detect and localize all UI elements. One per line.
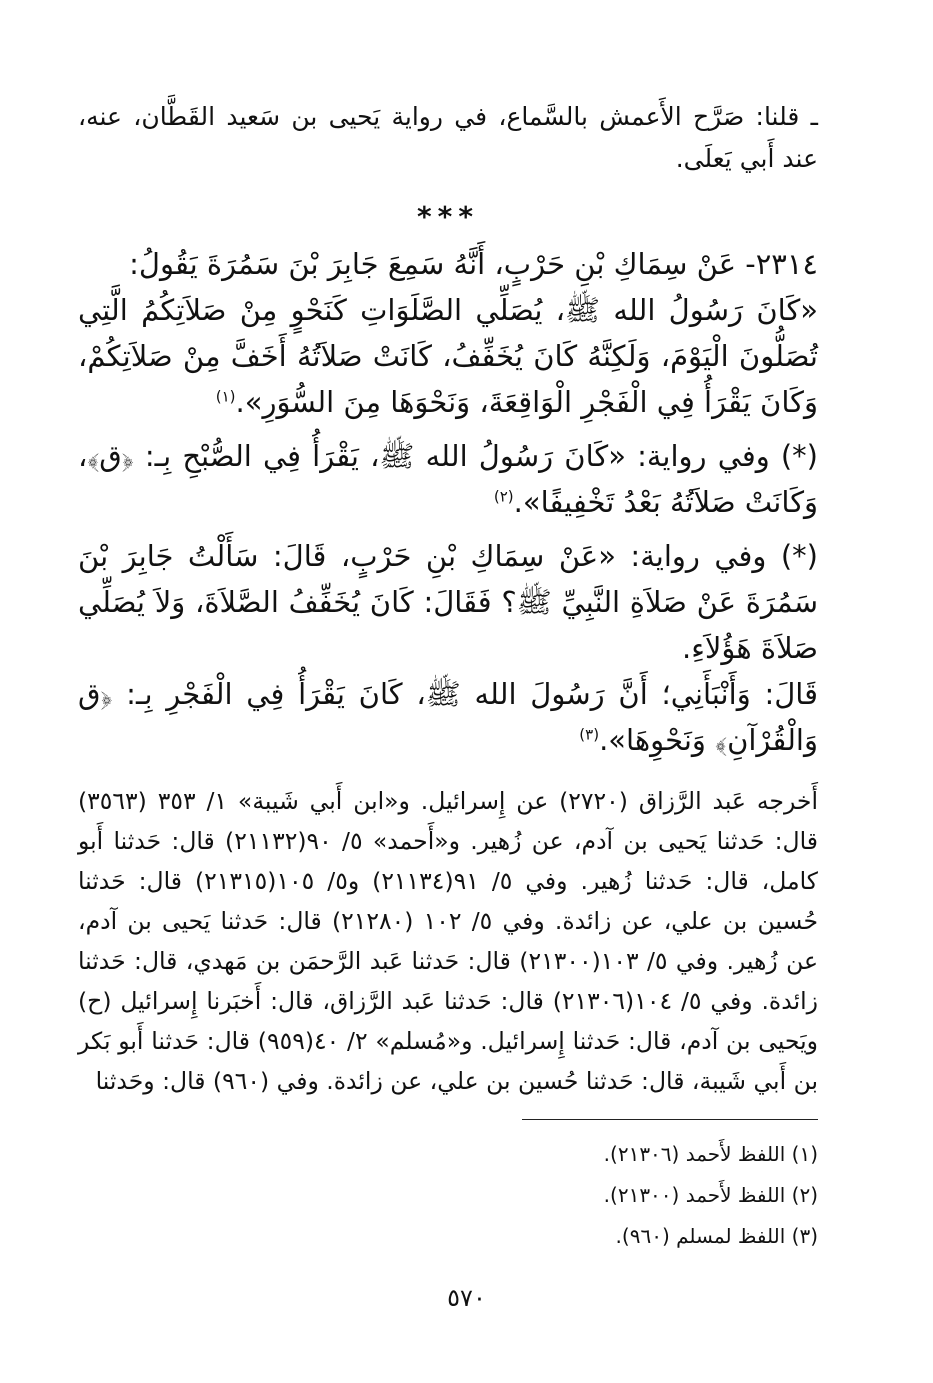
footnote-2: (٢) اللفظ لأَحمد (٢١٣٠٠).	[603, 1183, 818, 1207]
takhrij-paragraph: أَخرجه عَبد الرَّزاق (٢٧٢٠) عن إِسرائيل. و«ابن أَبي شَيبة» ١/ ٣٥٣ (٣٥٦٣) قال: حَدثنا يَحيى بن آدم، عن زُهير. و«أَحمد» ٥/ ٩٠(٢١١٣٢) قال: حَدثنا أَبو كامل، قال: حَدثنا زُهير. وفي ٥/ ٩١(٢١١٣٤) و٥/ ١٠٥(٢١٣١٥) قال: حَدثنا حُسين بن علي، عن زائدة. وفي ٥/ ١٠٢ (٢١٢٨٠) قال: حَدثنا يَحيى بن آدم، عن زُهير. وفي ٥/ ١٠٣(٢١٣٠٠) قال: حَدثنا عَبد الرَّحمَن بن مَهدي، قال: حَدثنا زائدة. وفي ٥/ ١٠٤(٢١٣٠٦) قال: حَدثنا عَبد الرَّزاق، قال: أَخبَرنا إِسرائيل (ح) ويَحيى بن آدم، قال: حَدثنا إِسرائيل. و«مُسلم» ٢/ ٤٠(٩٥٩) قال: حَدثنا أَبو بَكر بن أَبي شَيبة، قال: حَدثنا حُسين بن علي، عن زائدة. وفي (٩٦٠) قال: وحَدثنا	[78, 787, 818, 1095]
footnote-1: (١) اللفظ لأَحمد (٢١٣٠٦).	[603, 1142, 818, 1166]
riwaya-1	[78, 433, 818, 525]
footnote-divider	[522, 1119, 818, 1120]
intro-paragraph: ـ قلنا: صَرَّح الأَعمش بالسَّماع، في رواية يَحيى بن سَعيد القَطَّان، عنه، عند أَبي يَعلَى.	[78, 102, 818, 173]
hadith-main-text	[78, 287, 818, 425]
hadith-main-body: «كَانَ رَسُولُ الله ﷺ، يُصَلِّي الصَّلَوَاتِ كَنَحْوٍ مِنْ صَلاَتِكُمُ الَّتِي تُصَلُّونَ الْيَوْمَ، وَلَكِنَّهُ كَانَ يُخَفِّفُ، كَانَتْ صَلاَتُهُ أَخَفَّ مِنْ صَلاَتِكُمْ، وَكَانَ يَقْرَأُ فِي الْفَجْرِ الْوَاقِعَةَ، وَنَحْوَهَا مِنَ السُّوَرِ».	[78, 293, 818, 419]
footnote-ref-2: (٢)	[493, 487, 514, 506]
riwaya-3-body: قَالَ: وَأَنْبَأَنِي؛ أَنَّ رَسُولَ الله ﷺ، كَانَ يَقْرَأُ فِي الْفَجْرِ بِـ: ﴿ق وَالْقُرْآنِ﴾ وَنَحْوِهَا».	[78, 677, 818, 757]
footnote-3: (٣) اللفظ لمسلم (٩٦٠).	[615, 1224, 818, 1248]
page-number: ٥٧٠	[447, 1284, 486, 1312]
footnote-ref-1: (١)	[215, 387, 236, 406]
footnote-ref-3: (٣)	[579, 725, 600, 744]
riwaya-2: (*) وفي رواية: «عَنْ سِمَاكِ بْنِ حَرْبٍ، قَالَ: سَأَلْتُ جَابِرَ بْنَ سَمُرَةَ عَنْ صَلاَةِ النَّبِيِّ ﷺ؟ فَقَالَ: كَانَ يُخَفِّفُ الصَّلاَةَ، وَلاَ يُصَلِّي صَلاَةَ هَؤُلاَءِ.	[78, 539, 818, 665]
section-separator: ***	[417, 200, 479, 233]
riwaya-3	[78, 671, 818, 763]
riwaya-1-body: (*) وفي رواية: «كَانَ رَسُولُ الله ﷺ، يَقْرَأُ فِي الصُّبْحِ بِـ: ﴿ق﴾، وَكَانَتْ صَلاَتُهُ بَعْدُ تَخْفِيفًا».	[78, 439, 818, 519]
book-page	[78, 96, 818, 1336]
hadith-heading: ٢٣١٤- عَنْ سِمَاكِ بْنِ حَرْبٍ، أَنَّهُ سَمِعَ جَابِرَ بْنَ سَمُرَةَ يَقُولُ:	[129, 247, 818, 281]
